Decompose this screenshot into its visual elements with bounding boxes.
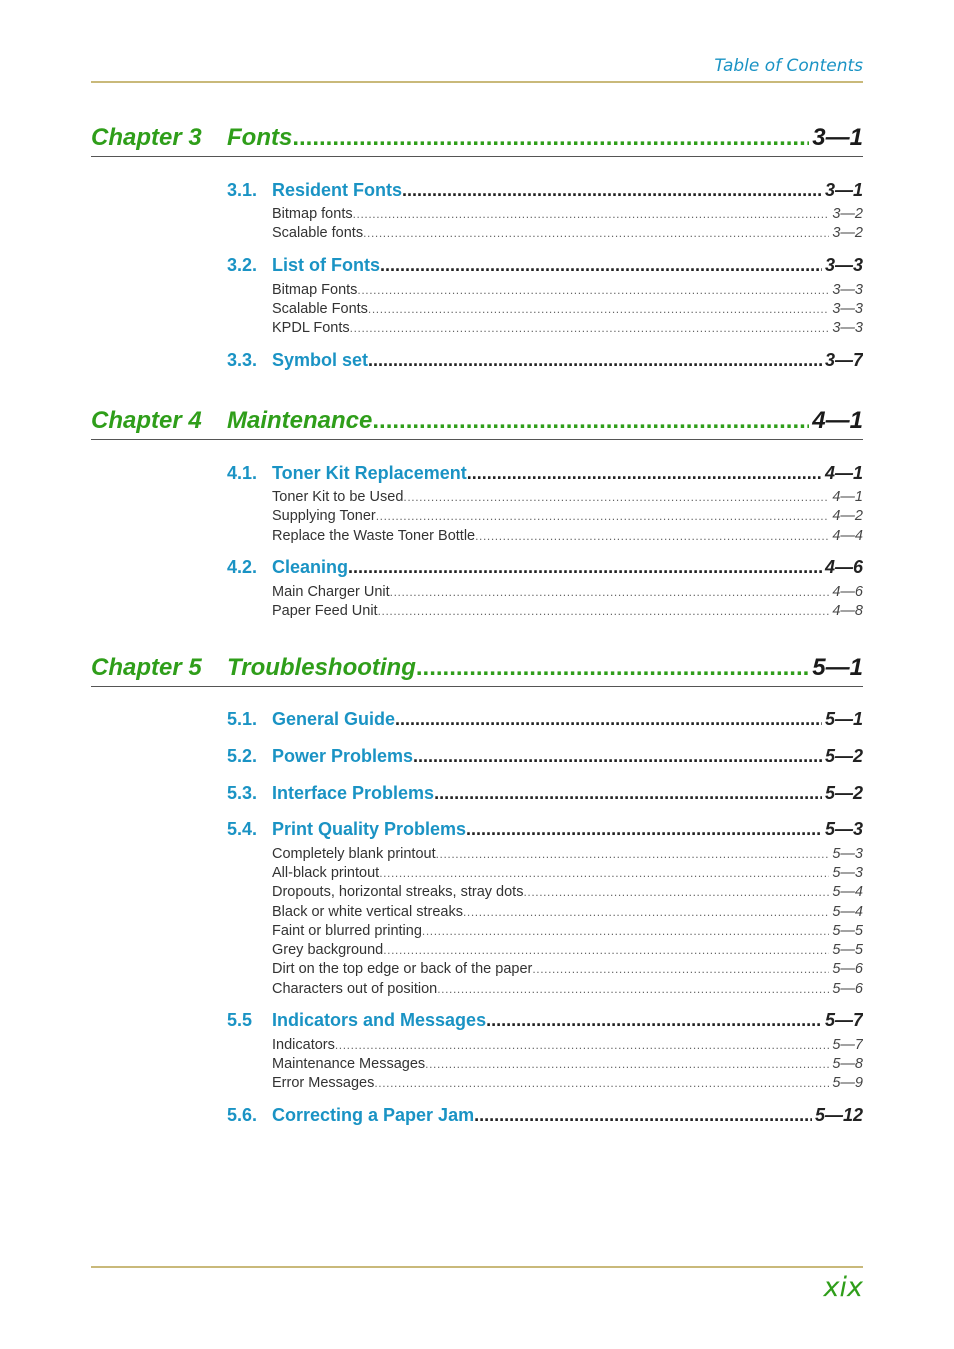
section-number: 5.3. bbox=[227, 783, 258, 803]
section-title: General Guide bbox=[272, 709, 396, 729]
toc-item[interactable] bbox=[91, 942, 863, 961]
dot-leader bbox=[395, 709, 822, 730]
dot-leader bbox=[425, 1057, 829, 1071]
dot-leader bbox=[475, 529, 829, 543]
item-title: Grey background bbox=[272, 942, 384, 958]
item-title: Error Messages bbox=[272, 1075, 375, 1091]
item-page: 5—3 bbox=[832, 865, 863, 881]
toc-section-3-2[interactable] bbox=[91, 255, 863, 279]
toc-item[interactable] bbox=[91, 846, 863, 865]
toc-item[interactable] bbox=[91, 584, 863, 603]
toc-item[interactable] bbox=[91, 206, 863, 225]
section-title: Indicators and Messages bbox=[272, 1010, 487, 1030]
dot-leader bbox=[466, 819, 822, 840]
item-title: Toner Kit to be Used bbox=[272, 489, 404, 505]
dot-leader bbox=[486, 1010, 822, 1031]
section-page: 3—3 bbox=[824, 255, 863, 275]
section-number: 5.5 bbox=[227, 1010, 253, 1030]
item-title: Main Charger Unit bbox=[272, 584, 390, 600]
toc-item[interactable] bbox=[91, 904, 863, 923]
dot-leader bbox=[437, 982, 829, 996]
section-number: 5.6. bbox=[227, 1105, 258, 1125]
toc-item[interactable] bbox=[91, 320, 863, 339]
dot-leader bbox=[376, 509, 830, 523]
section-page: 4—6 bbox=[824, 557, 863, 577]
dot-leader bbox=[532, 962, 829, 976]
toc-section-5-3[interactable] bbox=[91, 783, 863, 807]
toc-item[interactable] bbox=[91, 923, 863, 942]
dot-leader bbox=[374, 1076, 829, 1090]
toc-section-5-4[interactable] bbox=[91, 819, 863, 843]
item-title: Bitmap fonts bbox=[272, 206, 353, 222]
toc-section-5-6[interactable] bbox=[91, 1105, 863, 1129]
section-number: 4.1. bbox=[227, 463, 258, 483]
item-title: KPDL Fonts bbox=[272, 320, 350, 336]
footer-rule bbox=[91, 1266, 863, 1268]
item-page: 5—5 bbox=[832, 942, 863, 958]
toc-section-3-1[interactable] bbox=[91, 180, 863, 204]
toc-chapter-3[interactable] bbox=[91, 124, 863, 157]
dot-leader bbox=[380, 255, 822, 276]
section-title: Symbol set bbox=[272, 350, 369, 370]
section-number: 3.2. bbox=[227, 255, 258, 275]
dot-leader bbox=[335, 1038, 829, 1052]
section-title: Correcting a Paper Jam bbox=[272, 1105, 475, 1125]
item-page: 3—3 bbox=[832, 301, 863, 317]
item-title: All-black printout bbox=[272, 865, 380, 881]
section-number: 3.3. bbox=[227, 350, 258, 370]
running-header: Table of Contents bbox=[714, 56, 863, 76]
dot-leader bbox=[353, 207, 830, 221]
toc-chapter-5[interactable] bbox=[91, 654, 863, 687]
toc-chapter-4[interactable] bbox=[91, 407, 863, 440]
item-page: 4—4 bbox=[832, 528, 863, 544]
chapter-label: Chapter 4 bbox=[91, 407, 202, 434]
dot-leader bbox=[474, 1105, 812, 1126]
item-page: 3—2 bbox=[832, 225, 863, 241]
section-title: Print Quality Problems bbox=[272, 819, 467, 839]
item-page: 5—5 bbox=[832, 923, 863, 939]
item-title: Dropouts, horizontal streaks, stray dots bbox=[272, 884, 524, 900]
item-page: 5—6 bbox=[832, 981, 863, 997]
section-page: 3—7 bbox=[824, 350, 863, 370]
section-page: 5—2 bbox=[824, 783, 863, 803]
section-page: 5—3 bbox=[824, 819, 863, 839]
chapter-title: Fonts bbox=[227, 124, 293, 151]
dot-leader bbox=[390, 585, 830, 599]
section-title: Cleaning bbox=[272, 557, 349, 577]
dot-leader bbox=[350, 321, 830, 335]
dot-leader bbox=[402, 180, 822, 201]
section-title: List of Fonts bbox=[272, 255, 380, 275]
toc-item[interactable] bbox=[91, 489, 863, 508]
section-page: 5—1 bbox=[824, 709, 863, 729]
section-number: 5.1. bbox=[227, 709, 258, 729]
section-page: 5—7 bbox=[824, 1010, 863, 1030]
toc-item[interactable] bbox=[91, 225, 863, 244]
item-page: 5—6 bbox=[832, 961, 863, 977]
dot-leader bbox=[523, 885, 829, 899]
item-page: 3—3 bbox=[832, 320, 863, 336]
toc-item[interactable] bbox=[91, 961, 863, 980]
toc-item[interactable] bbox=[91, 1075, 863, 1094]
item-page: 5—3 bbox=[832, 846, 863, 862]
section-title: Power Problems bbox=[272, 746, 414, 766]
item-title: Completely blank printout bbox=[272, 846, 436, 862]
toc-item[interactable] bbox=[91, 508, 863, 527]
item-title: Black or white vertical streaks bbox=[272, 904, 463, 920]
item-page: 4—1 bbox=[832, 489, 863, 505]
toc-item[interactable] bbox=[91, 884, 863, 903]
dot-leader bbox=[413, 746, 822, 767]
item-title: Replace the Waste Toner Bottle bbox=[272, 528, 476, 544]
dot-leader bbox=[467, 463, 822, 484]
item-page: 5—8 bbox=[832, 1056, 863, 1072]
item-page: 5—4 bbox=[832, 884, 863, 900]
chapter-title: Troubleshooting bbox=[227, 654, 416, 681]
item-page: 3—3 bbox=[832, 282, 863, 298]
item-page: 5—7 bbox=[832, 1037, 863, 1053]
section-page: 5—12 bbox=[814, 1105, 863, 1125]
section-title: Interface Problems bbox=[272, 783, 435, 803]
header-rule bbox=[91, 81, 863, 83]
item-title: Scalable fonts bbox=[272, 225, 364, 241]
dot-leader bbox=[422, 924, 829, 938]
item-title: Dirt on the top edge or back of the paper bbox=[272, 961, 533, 977]
item-page: 5—9 bbox=[832, 1075, 863, 1091]
section-page: 4—1 bbox=[824, 463, 863, 483]
toc-item[interactable] bbox=[91, 301, 863, 320]
section-title: Resident Fonts bbox=[272, 180, 403, 200]
toc-item[interactable] bbox=[91, 603, 863, 622]
dot-leader bbox=[378, 604, 830, 618]
item-page: 4—8 bbox=[832, 603, 863, 619]
toc-item[interactable] bbox=[91, 528, 863, 547]
toc-section-3-3[interactable] bbox=[91, 350, 863, 374]
item-page: 3—2 bbox=[832, 206, 863, 222]
chapter-label: Chapter 3 bbox=[91, 124, 202, 151]
section-number: 3.1. bbox=[227, 180, 258, 200]
chapter-title: Maintenance bbox=[227, 407, 373, 434]
section-title: Toner Kit Replacement bbox=[272, 463, 467, 483]
toc-section-4-2[interactable] bbox=[91, 557, 863, 581]
item-title: Indicators bbox=[272, 1037, 335, 1053]
dot-leader bbox=[368, 350, 822, 371]
chapter-page: 4—1 bbox=[812, 407, 863, 434]
dot-leader bbox=[434, 783, 822, 804]
dot-leader bbox=[463, 905, 829, 919]
section-number: 5.2. bbox=[227, 746, 258, 766]
dot-leader bbox=[436, 847, 830, 861]
dot-leader bbox=[357, 283, 829, 297]
toc-item[interactable] bbox=[91, 1056, 863, 1075]
toc-item[interactable] bbox=[91, 865, 863, 884]
item-title: Faint or blurred printing bbox=[272, 923, 422, 939]
page-number: xix bbox=[823, 1272, 863, 1303]
dot-leader bbox=[403, 490, 829, 504]
section-number: 4.2. bbox=[227, 557, 258, 577]
dot-leader bbox=[372, 407, 809, 435]
item-title: Bitmap Fonts bbox=[272, 282, 358, 298]
item-page: 4—2 bbox=[832, 508, 863, 524]
toc-item[interactable] bbox=[91, 282, 863, 301]
dot-leader bbox=[292, 124, 809, 152]
item-title: Supplying Toner bbox=[272, 508, 376, 524]
section-number: 5.4. bbox=[227, 819, 258, 839]
item-title: Characters out of position bbox=[272, 981, 438, 997]
toc-item[interactable] bbox=[91, 981, 863, 1000]
item-title: Maintenance Messages bbox=[272, 1056, 426, 1072]
toc-item[interactable] bbox=[91, 1037, 863, 1056]
dot-leader bbox=[363, 226, 829, 240]
toc-section-4-1[interactable] bbox=[91, 463, 863, 487]
dot-leader bbox=[383, 943, 829, 957]
toc-section-5-2[interactable] bbox=[91, 746, 863, 770]
dot-leader bbox=[368, 302, 829, 316]
chapter-page: 5—1 bbox=[812, 654, 863, 681]
section-page: 3—1 bbox=[824, 180, 863, 200]
toc-section-5-1[interactable] bbox=[91, 709, 863, 733]
dot-leader bbox=[348, 557, 822, 578]
chapter-page: 3—1 bbox=[812, 124, 863, 151]
dot-leader bbox=[416, 654, 809, 682]
section-page: 5—2 bbox=[824, 746, 863, 766]
item-title: Scalable Fonts bbox=[272, 301, 368, 317]
item-title: Paper Feed Unit bbox=[272, 603, 378, 619]
dot-leader bbox=[379, 866, 829, 880]
chapter-label: Chapter 5 bbox=[91, 654, 202, 681]
item-page: 5—4 bbox=[832, 904, 863, 920]
toc-section-5-5[interactable] bbox=[91, 1010, 863, 1034]
item-page: 4—6 bbox=[832, 584, 863, 600]
